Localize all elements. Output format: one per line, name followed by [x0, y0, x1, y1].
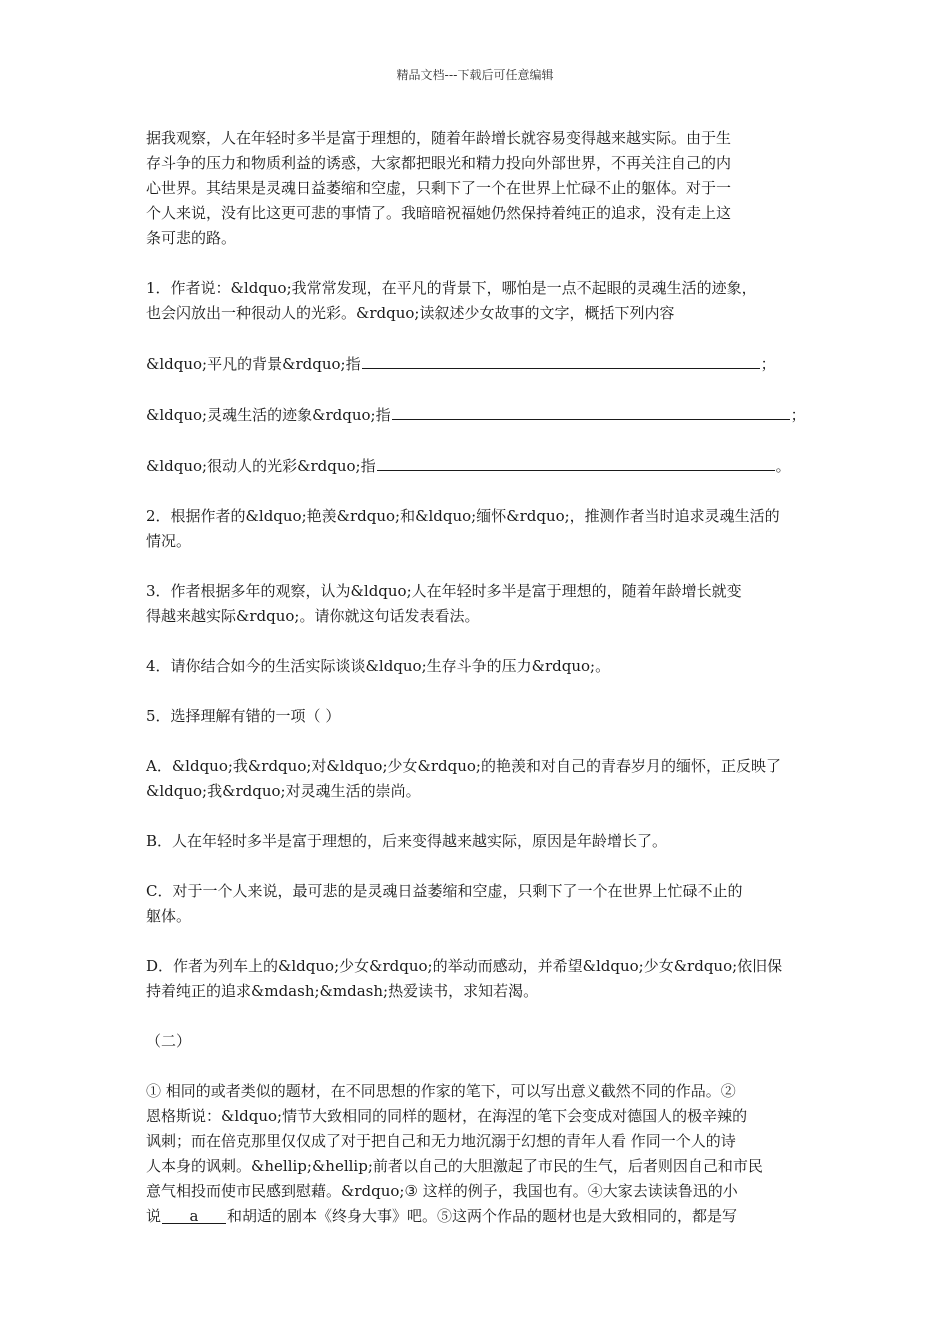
- document-body: [146, 126, 816, 1229]
- option-c: [146, 879, 816, 929]
- text-line: 3．作者根据多年的观察，认为&ldquo;人在年轻时多半是富于理想的，随着年龄增长就变: [146, 582, 742, 600]
- option-b: [146, 829, 816, 854]
- text-line: 5．选择理解有错的一项（ ）: [146, 707, 341, 725]
- fill-label: &ldquo;灵魂生活的迹象&rdquo;指: [146, 406, 391, 424]
- blank-marker: a: [189, 1207, 199, 1225]
- passage-2: [146, 1079, 816, 1229]
- text-line: A．&ldquo;我&rdquo;对&ldquo;少女&rdquo;的艳羡和对自己的青春岁月的缅怀，正反映了: [146, 757, 781, 775]
- text-line: 意气相投而使市民感到慰藉。&rdquo;③ 这样的例子，我国也有。④大家去读读鲁迅的小: [146, 1182, 738, 1200]
- question-2: [146, 504, 816, 554]
- fill-blank-2: [146, 402, 816, 428]
- text-line: 个人来说，没有比这更可悲的事情了。我暗暗祝福她仍然保持着纯正的追求，没有走上这: [146, 204, 732, 222]
- text-line: 情况。: [146, 532, 192, 550]
- text-line: 得越来越实际&rdquo;。请你就这句话发表看法。: [146, 607, 480, 625]
- text-line: 1．作者说：&ldquo;我常常发现，在平凡的背景下，哪怕是一点不起眼的灵魂生活的迹象，: [146, 279, 757, 297]
- text-line: 躯体。: [146, 907, 192, 925]
- text-line: D．作者为列车上的&ldquo;少女&rdquo;的举动而感动，并希望&ldquo;少女&rdquo;依旧保: [146, 957, 783, 975]
- page-header: 精品文档---下载后可任意编辑: [396, 68, 554, 82]
- answer-blank[interactable]: [392, 402, 790, 420]
- text-line: 2．根据作者的&ldquo;艳羡&rdquo;和&ldquo;缅怀&rdquo;，推测作者当时追求灵魂生活的: [146, 507, 780, 525]
- answer-blank[interactable]: [377, 453, 775, 471]
- text-line: 存斗争的压力和物质利益的诱惑，大家都把眼光和精力投向外部世界，不再关注自己的内: [146, 154, 732, 172]
- punctuation: ；: [790, 406, 806, 424]
- question-3: [146, 579, 816, 629]
- text-line: 4．请你结合如今的生活实际谈谈&ldquo;生存斗争的压力&rdquo;。: [146, 657, 611, 675]
- intro-paragraph: [146, 126, 816, 251]
- question-1: [146, 276, 816, 326]
- punctuation: 。: [775, 457, 791, 475]
- text-line: [146, 1204, 816, 1229]
- fill-blank-3: [146, 453, 816, 479]
- text-line: 心世界。其结果是灵魂日益萎缩和空虚，只剩下了一个在世界上忙碌不止的躯体。对于一: [146, 179, 732, 197]
- text-line: &ldquo;我&rdquo;对灵魂生活的崇尚。: [146, 782, 421, 800]
- text-line: B．人在年轻时多半是富于理想的，后来变得越来越实际，原因是年龄增长了。: [146, 832, 668, 850]
- answer-blank-a[interactable]: [162, 1204, 226, 1224]
- text-line: 也会闪放出一种很动人的光彩。&rdquo;读叙述少女故事的文字，概括下列内容: [146, 304, 675, 322]
- text-line: C．对于一个人来说，最可悲的是灵魂日益萎缩和空虚，只剩下了一个在世界上忙碌不止的: [146, 882, 743, 900]
- fill-label: &ldquo;很动人的光彩&rdquo;指: [146, 457, 376, 475]
- fill-label: &ldquo;平凡的背景&rdquo;指: [146, 355, 361, 373]
- text-line: 恩格斯说：&ldquo;情节大致相同的同样的题材，在海涅的笔下会变成对德国人的极辛辣的: [146, 1107, 748, 1125]
- text-segment: 说: [146, 1207, 162, 1225]
- option-d: [146, 954, 816, 1004]
- section-heading: （二）: [146, 1032, 192, 1050]
- question-4: [146, 654, 816, 679]
- text-line: 据我观察，人在年轻时多半是富于理想的，随着年龄增长就容易变得越来越实际。由于生: [146, 129, 732, 147]
- text-line: 持着纯正的追求&mdash;&mdash;热爱读书，求知若渴。: [146, 982, 539, 1000]
- fill-blank-1: [146, 351, 816, 377]
- text-line: ① 相同的或者类似的题材，在不同思想的作家的笔下，可以写出意义截然不同的作品。②: [146, 1082, 736, 1100]
- option-a: [146, 754, 816, 804]
- text-segment: 和胡适的剧本《终身大事》吧。⑤这两个作品的题材也是大致相同的，都是写: [227, 1207, 738, 1225]
- answer-blank[interactable]: [362, 351, 760, 369]
- question-5: [146, 704, 816, 729]
- text-line: 人本身的讽刺。&hellip;&hellip;前者以自己的大胆激起了市民的生气，后者则因自己和市民: [146, 1157, 763, 1175]
- text-line: 条可悲的路。: [146, 229, 237, 247]
- punctuation: ；: [760, 355, 776, 373]
- text-line: 讽刺；而在倍克那里仅仅成了对于把自己和无力地沉溺于幻想的青年人看 作同一个人的诗: [146, 1132, 736, 1150]
